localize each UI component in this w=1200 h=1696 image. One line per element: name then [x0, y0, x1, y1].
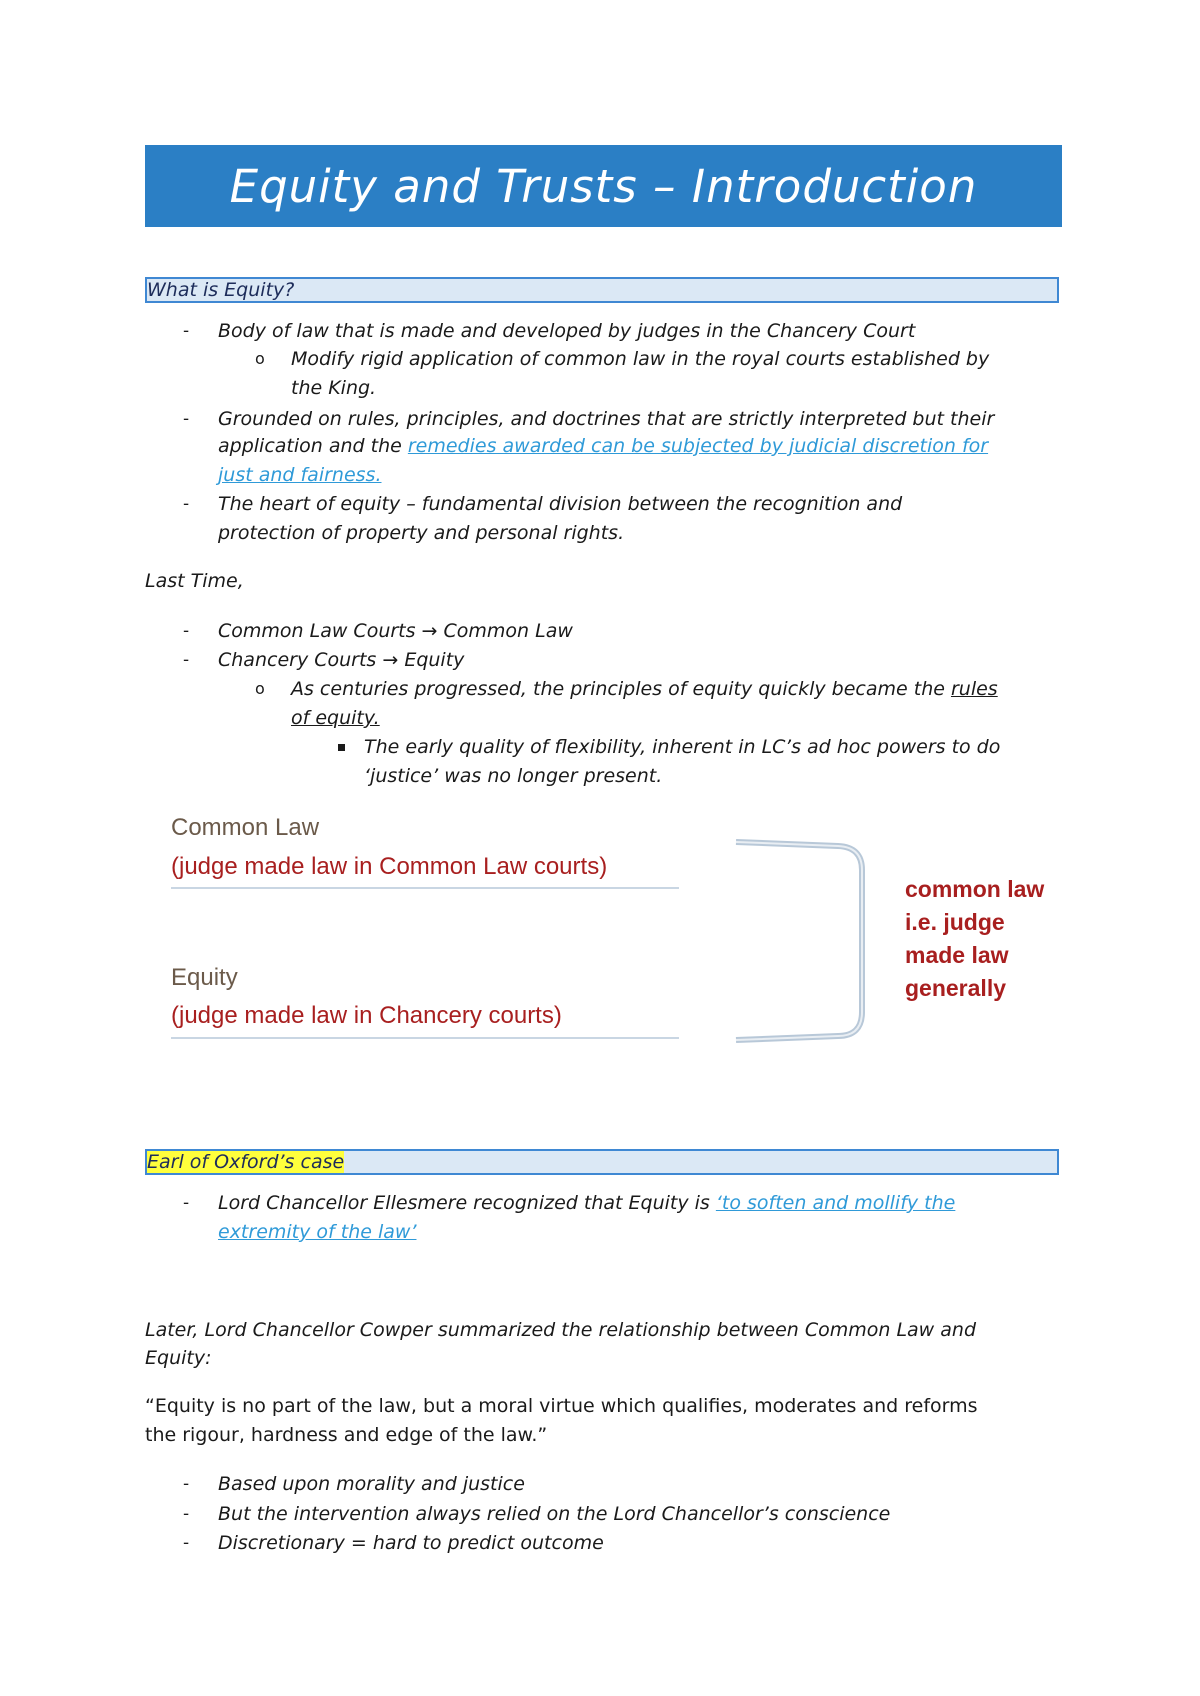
extremity-link[interactable]: extremity of the law’ — [218, 1221, 417, 1243]
equity-definition: Body of law that is made and developed by judges in the Chancery Court — [218, 320, 916, 342]
discretionary-item: Discretionary = hard to predict outcome — [218, 1532, 604, 1554]
morality-item: Based upon morality and justice — [218, 1473, 525, 1495]
section-heading-what-is-equity: What is Equity? — [145, 277, 1059, 303]
bracket-graphic — [728, 836, 878, 1048]
cowper-quote-line1: “Equity is no part of the law, but a moral virtue which qualifies, moderates and reforms — [145, 1395, 978, 1417]
equity-grounded-line1: Grounded on rules, principles, and doctrines that are strictly interpreted but their — [218, 408, 995, 430]
equity-sub-point-line1: Modify rigid application of common law in the royal courts established by — [291, 348, 990, 370]
diagram-equity-title: Equity — [171, 964, 238, 991]
flexibility-line1: The early quality of flexibility, inherent in LC’s ad hoc powers to do — [364, 736, 1001, 758]
equity-grounded-line2: application and the remedies awarded can be subjected by judicial discretion for — [218, 435, 989, 457]
common-law-courts-item: Common Law Courts → Common Law — [218, 620, 573, 642]
cowper-intro-line2: Equity: — [145, 1347, 212, 1369]
bullet-circle: o — [255, 349, 265, 368]
diagram-common-law-title: Common Law — [171, 814, 320, 841]
conscience-item: But the intervention always relied on the Lord Chancellor’s conscience — [218, 1503, 891, 1525]
last-time-label: Last Time, — [145, 570, 244, 592]
ellesmere-line1: Lord Chancellor Ellesmere recognized that Equity is ‘to soften and mollify the — [218, 1192, 956, 1214]
bullet-dash: - — [183, 321, 190, 341]
chancery-courts-item: Chancery Courts → Equity — [218, 649, 465, 671]
bullet-dash: - — [183, 621, 190, 641]
equity-grounded-line3 — [218, 461, 382, 489]
equity-sub-point-line2: the King. — [291, 377, 377, 399]
bullet-dash: - — [183, 494, 190, 514]
bullet-dash: - — [183, 1504, 190, 1524]
bullet-circle: o — [255, 679, 265, 698]
remedies-link[interactable]: remedies awarded can be subjected by judicial discretion for — [407, 435, 989, 457]
diagram-equity-desc: (judge made law in Chancery courts) — [171, 1002, 562, 1029]
fairness-link[interactable]: just and fairness. — [218, 464, 382, 486]
bullet-dash: - — [183, 409, 190, 429]
page-title: Equity and Trusts – Introduction — [229, 159, 978, 213]
ellesmere-line2 — [218, 1218, 416, 1246]
bullet-square — [338, 744, 345, 751]
heart-of-equity-line1: The heart of equity – fundamental division between the recognition and — [218, 493, 903, 515]
bullet-dash: - — [183, 1193, 190, 1213]
centuries-line1: As centuries progressed, the principles of equity quickly became the rules — [291, 678, 998, 700]
bullet-dash: - — [183, 650, 190, 670]
diagram-divider — [171, 887, 679, 889]
flexibility-line2: ‘justice’ was no longer present. — [364, 765, 663, 787]
bullet-dash: - — [183, 1533, 190, 1553]
title-banner — [145, 145, 1062, 227]
cowper-quote-line2: the rigour, hardness and edge of the law.” — [145, 1424, 548, 1446]
soften-mollify-link[interactable]: ‘to soften and mollify the — [715, 1192, 956, 1214]
bullet-dash: - — [183, 1474, 190, 1494]
diagram-common-law-desc: (judge made law in Common Law courts) — [171, 853, 608, 880]
section-heading-earl-of-oxford: Earl of Oxford’s case — [145, 1149, 1059, 1175]
diagram-divider — [171, 1037, 679, 1039]
cowper-intro-line1: Later, Lord Chancellor Cowper summarized the relationship between Common Law and — [145, 1319, 977, 1341]
centuries-line2: of equity. — [291, 707, 380, 729]
heart-of-equity-line2: protection of property and personal rights. — [218, 522, 625, 544]
diagram-side-note: common law i.e. judge made law generally — [905, 876, 1045, 1001]
